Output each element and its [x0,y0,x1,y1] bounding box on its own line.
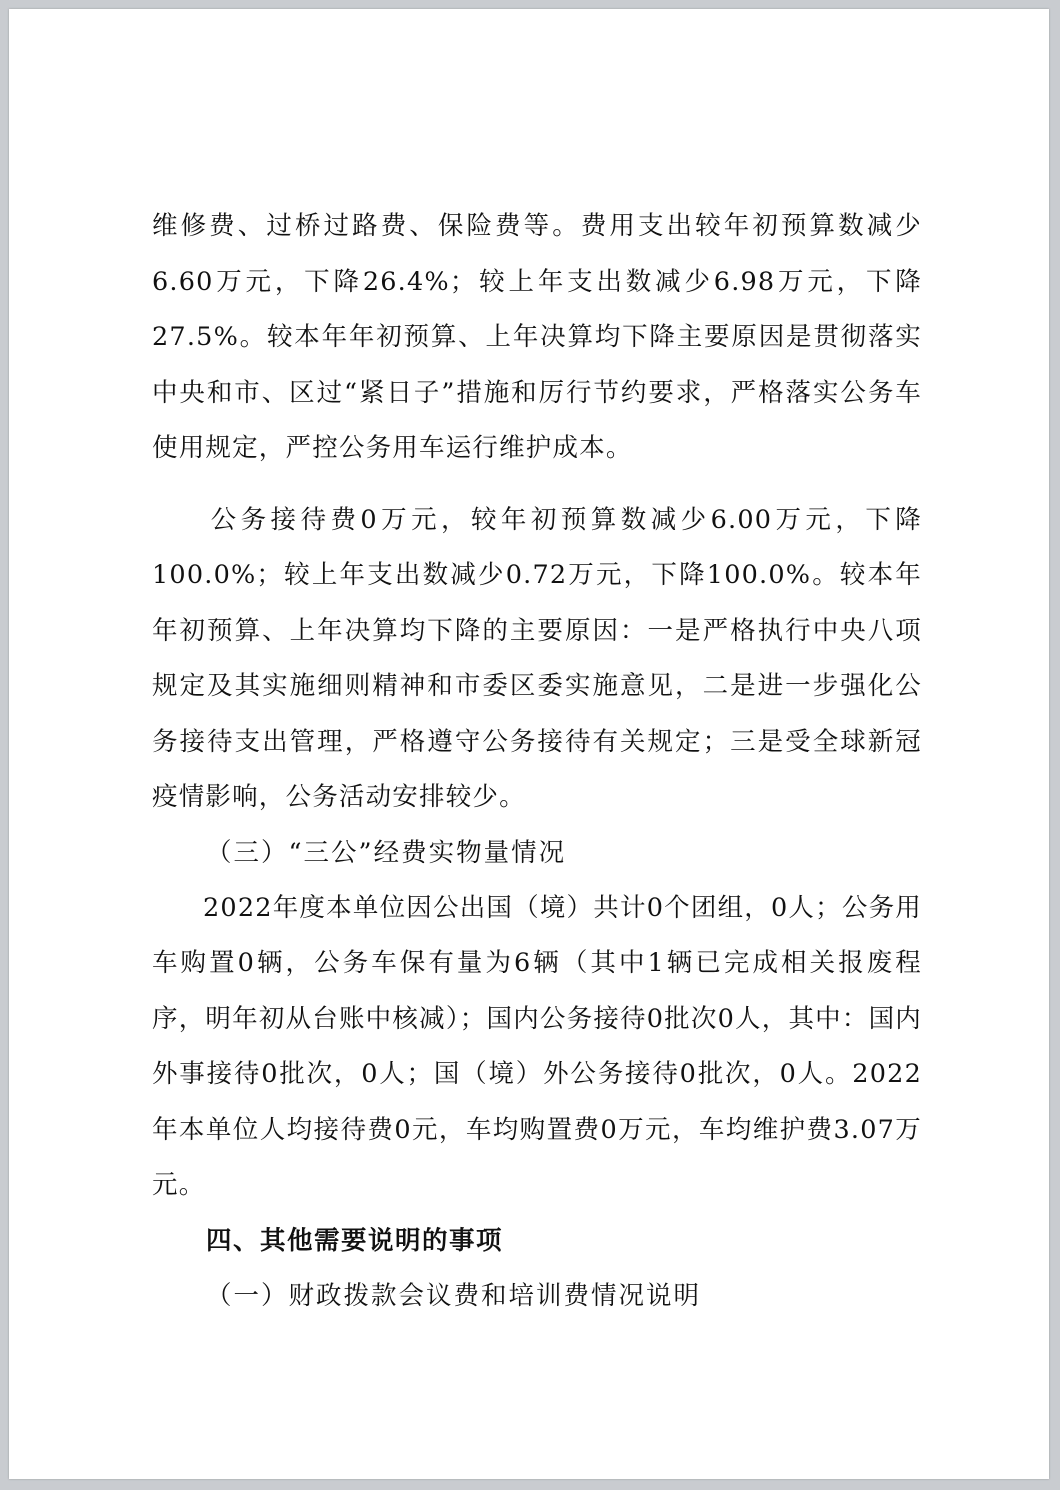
paragraph-vehicle-operation: 维修费、过桥过路费、保险费等。费用支出较年初预算数减少6.60万元，下降26.4%；较上年支出数减少6.98万元，下降27.5%。较本年年初预算、上年决算均下降主要原因是贯彻落实中央和市、区过“紧日子”措施和厉行节约要求，严格落实公务车使用规定，严控公务用车运行维护成本。 [152,211,922,463]
section-heading-other-matters: 四、其他需要说明的事项 [206,1225,504,1256]
sub-heading-meeting-training: （一）财政拨款会议费和培训费情况说明 [206,1280,702,1311]
paragraph-official-reception: 公务接待费0万元，较年初预算数减少6.00万元，下降100.0%；较上年支出数减少0.72万元，下降100.0%。较本年年初预算、上年决算均下降的主要原因：一是严格执行中央八项规定及其实施细则精神和市委区委实施意见，二是进一步强化公务接待支出管理，严格遵守公务接待有关规定；三是受全球新冠疫情影响，公务活动安排较少。 [152,504,922,812]
sub-heading-three-public-quantity: （三）“三公”经费实物量情况 [206,837,567,868]
document-body [152,199,922,1324]
document-page [9,9,1049,1479]
paragraph-quantity-details: 2022年度本单位因公出国（境）共计0个团组，0人；公务用车购置0辆，公务车保有量为6辆（其中1辆已完成相关报废程序，明年初从台账中核减）；国内公务接待0批次0人，其中：国内外事接待0批次，0人；国（境）外公务接待0批次，0人。2022年本单位人均接待费0元，车均购置费0万元，车均维护费3.07万元。 [152,892,922,1200]
